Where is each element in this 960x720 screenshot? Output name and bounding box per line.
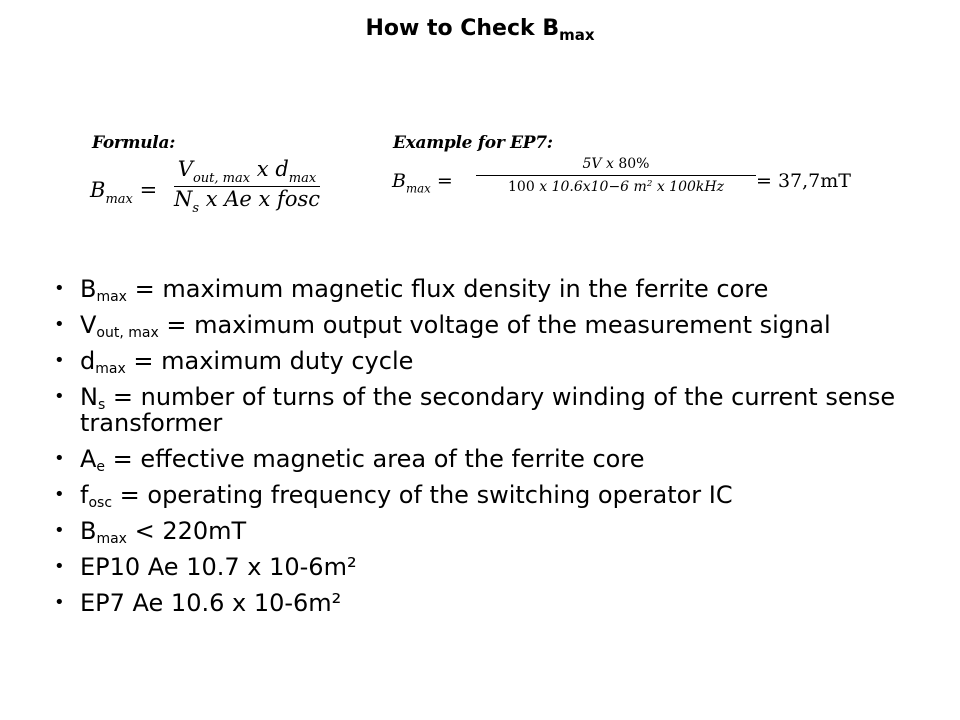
formula-denominator: $N_s$ x Ae x fosc [174, 186, 321, 216]
example-result: = 37,7mT [756, 170, 851, 192]
formula-numerator: $V_{out, max}$ x $d_{max}$ [177, 157, 317, 186]
list-item: • $V_{out, max}$ = maximum output voltage of the measurement signal [52, 312, 932, 338]
formula-lhs: $B_{max}$ = [90, 178, 158, 207]
example-numerator: 5V x 80% [582, 156, 650, 172]
formula-fraction [174, 157, 320, 216]
definition-list [52, 276, 932, 626]
slide-title: How to Check $B_{max}$ [365, 16, 595, 44]
example-label: Example for EP7: [393, 133, 553, 153]
list-item: • $B_{max} < 220mT$ [52, 518, 932, 544]
list-item: • $N_s$ = number of turns of the secondary winding of the current sense transformer [52, 384, 932, 436]
list-item: • EP10 Ae 10.7 x 10-6m² [52, 554, 932, 580]
formula-label: Formula: [92, 133, 176, 153]
list-item: • $B_{max}$ = maximum magnetic flux density in the ferrite core [52, 276, 932, 302]
example-fraction [476, 156, 756, 195]
example-denominator: 100 x 10.6x10−6 $m^2$ x 100kHz [508, 179, 724, 196]
list-item: • $A_e$ = effective magnetic area of the ferrite core [52, 446, 932, 472]
example-lhs: $B_{max}$ = [392, 170, 453, 196]
list-item: • EP7 Ae 10.6 x 10-6m² [52, 590, 932, 616]
list-item: • $d_{max}$ = maximum duty cycle [52, 348, 932, 374]
list-item: • $f_{osc}$ = operating frequency of the switching operator IC [52, 482, 932, 508]
